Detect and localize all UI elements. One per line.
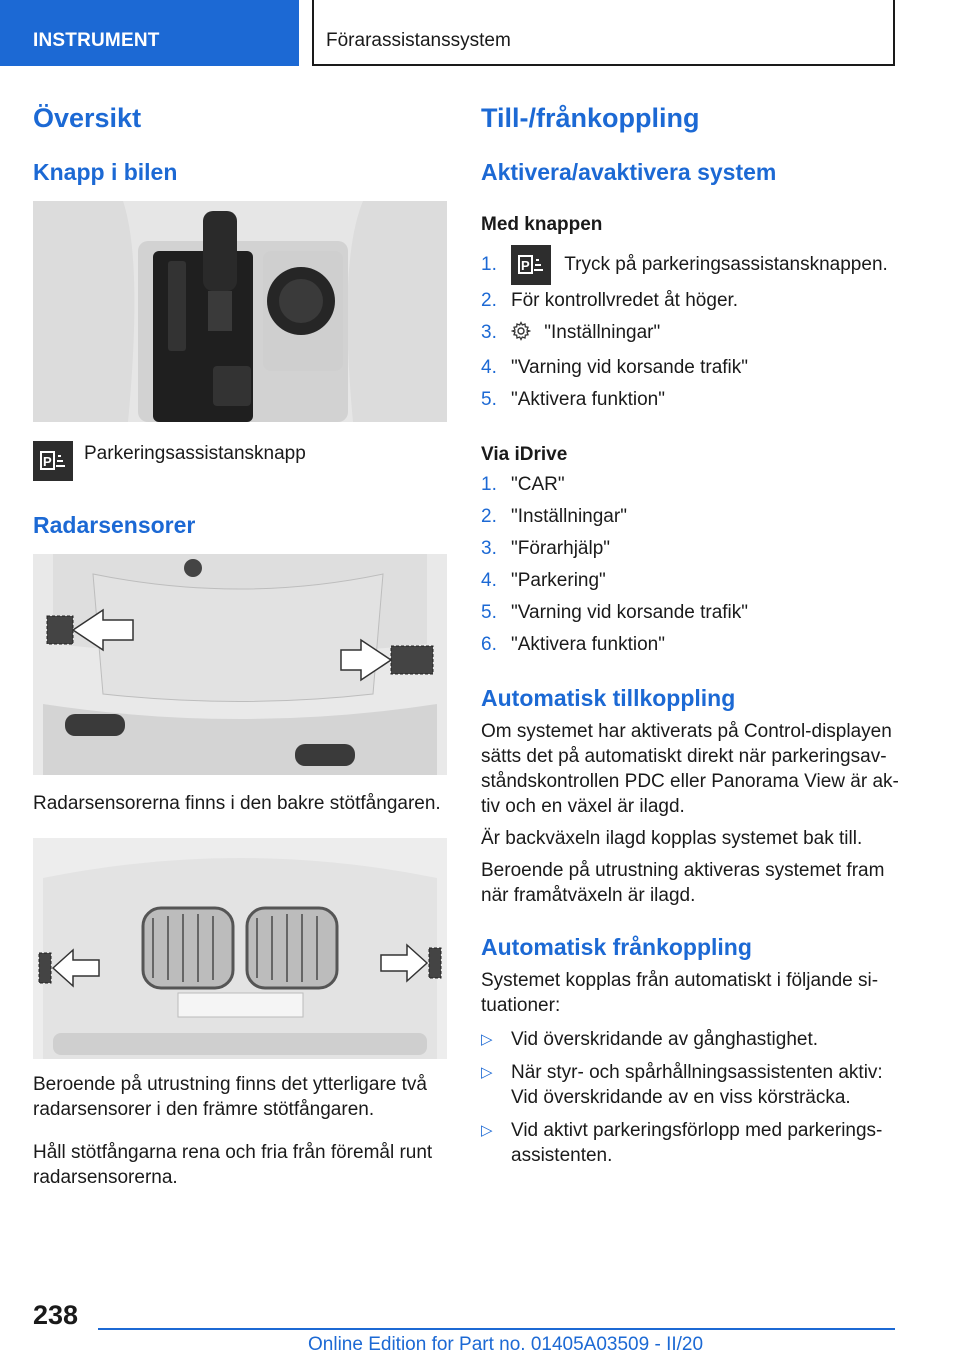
list-item: 4. "Varning vid korsande trafik": [481, 357, 749, 378]
list-item: 2. För kontrollvredet åt höger.: [481, 290, 739, 311]
button-steps: [481, 245, 901, 412]
front-sensor-text: Beroende på utrustning finns det ytterligare två radarsensorer i den främre stötfångaren.: [33, 1074, 427, 1120]
parking-assist-icon: [511, 245, 551, 285]
list-item: 4. "Parkering": [481, 570, 606, 591]
auto-off-bullets: [481, 1027, 901, 1168]
subtitle-button: Knapp i bilen: [33, 159, 178, 185]
rear-bumper-image: [33, 554, 447, 775]
gear-icon: [511, 321, 531, 348]
auto-off-title: Automatisk frånkoppling: [481, 934, 752, 960]
forward-text: Beroende på utrustning aktiveras systemet fram när framåtväxeln är ilagd.: [481, 860, 885, 906]
list-item: 1. P Tryck på parkeringsassistansknappen.: [481, 245, 901, 285]
list-item: 6. "Aktivera funktion": [481, 634, 665, 655]
reverse-text: Är backväxeln ilagd kopplas systemet bak till.: [481, 828, 863, 849]
list-item: 5. "Varning vid korsande trafik": [481, 602, 749, 623]
triangle-bullet-icon: ▷: [481, 1064, 493, 1081]
button-caption: Parkeringsassistansknapp: [84, 443, 306, 464]
list-item: 3. "Inställningar": [481, 320, 901, 348]
clean-sensor-text: Håll stötfångarna rena och fria från föremål runt radarsensorerna.: [33, 1142, 433, 1188]
svg-text:P: P: [521, 258, 530, 273]
edition-text: Online Edition for Part no. 01405A03509 - II/20: [308, 1334, 704, 1355]
list-item: 2. "Inställningar": [481, 506, 627, 527]
footer-divider: [98, 1328, 895, 1330]
list-item: ▷ När styr- och spårhållningsassistenten aktiv: Vid överskridande av en viss körsträcka.: [481, 1062, 883, 1108]
section-title: INSTRUMENT: [33, 30, 160, 51]
triangle-bullet-icon: ▷: [481, 1031, 493, 1048]
button-heading: Med knappen: [481, 214, 603, 235]
subtitle-radar: Radarsensorer: [33, 512, 196, 538]
list-item: ▷ Vid aktivt parkeringsförlopp med parkerings- assistenten.: [481, 1120, 883, 1166]
section-tab: [0, 0, 299, 66]
parking-assist-icon: [33, 441, 73, 481]
page-title-right: Till-/frånkoppling: [481, 103, 700, 133]
front-bumper-image: [33, 838, 447, 1059]
auto-off-text: Systemet kopplas från automatiskt i följande si- tuationer:: [481, 970, 879, 1016]
list-item: 1. "CAR": [481, 474, 565, 495]
idrive-steps: [481, 472, 901, 657]
list-item: ▷ Vid överskridande av gånghastighet.: [481, 1029, 819, 1050]
list-item: 3. "Förarhjälp": [481, 538, 611, 559]
rear-sensor-text: Radarsensorerna finns i den bakre stötfångaren.: [33, 793, 441, 814]
list-item: 5. "Aktivera funktion": [481, 389, 665, 410]
page-title-left: Översikt: [33, 103, 142, 133]
idrive-heading: Via iDrive: [481, 444, 568, 465]
chapter-tab: [312, 0, 895, 66]
auto-on-text: Om systemet har aktiverats på Control-displayen sätts det på automatiskt direkt när parkeringsav- ståndskontrollen PDC eller Panorama View är ak- tiv och en växel är ilagd.: [481, 721, 899, 817]
auto-on-title: Automatisk tillkoppling: [481, 685, 736, 711]
interior-console-image: [33, 201, 447, 422]
chapter-title: Förarassistanssystem: [326, 30, 511, 51]
triangle-bullet-icon: ▷: [481, 1122, 493, 1139]
subtitle-activate: Aktivera/avaktivera system: [481, 159, 777, 185]
svg-text:P: P: [43, 454, 52, 469]
page-number: 238: [33, 1300, 79, 1330]
